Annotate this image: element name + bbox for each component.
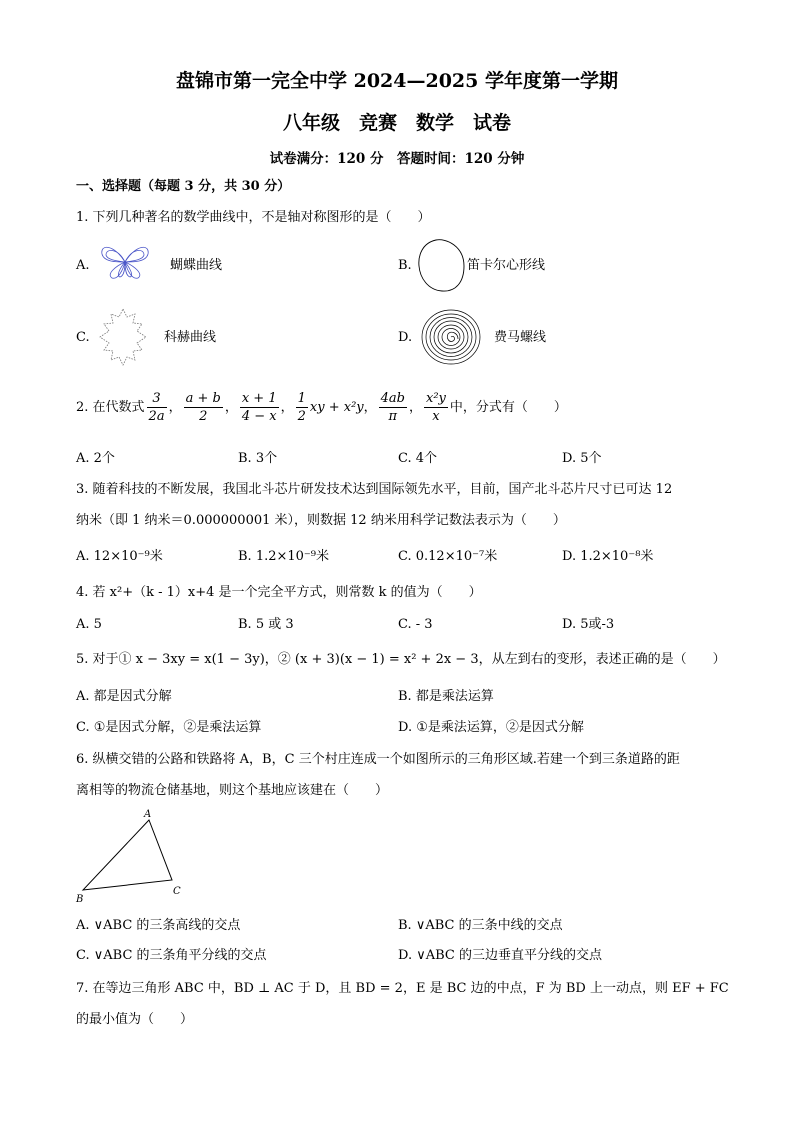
q7-line-2: 的最小值为（ ） [76, 1012, 194, 1027]
fraction-1 [147, 390, 167, 425]
q5-option-a: A. 都是因式分解 [76, 689, 172, 704]
q1-option-a-label: 蝴蝶曲线 [170, 258, 223, 273]
q1-option-a-letter: A. [76, 258, 90, 273]
fraction-4-num: 1 [297, 391, 306, 406]
q3-line-1: 3. 随着科技的不断发展，我国北斗芯片研发技术达到国际领先水平，目前，国产北斗芯片尺寸已可达 12 [76, 482, 673, 497]
fraction-3-num: x + 1 [241, 391, 277, 406]
q4-option-d: D. 5或-3 [562, 617, 615, 632]
fraction-1-den: 2a [148, 409, 165, 424]
q4-stem: 4. 若 x²+（k - 1）x+4 是一个完全平方式，则常数 k 的值为（ ） [76, 585, 482, 600]
fraction-2 [184, 390, 223, 425]
q2-option-c: C. 4个 [398, 451, 438, 466]
q3-line-2: 纳米（即 1 纳米＝0.000000001 米），则数据 12 纳米用科学记数法表示为（ ） [76, 513, 566, 528]
q1-option-c-label: 科赫曲线 [164, 330, 217, 345]
q2-stem: 2. 在代数式 $\frac{3}{2a}$ ， $\frac{a + b}{2}$ ， $\frac{x + 1}{4 - x}$ ， $\frac{1}{2}$ xy + x²y， $\frac{4ab}{\pi}$ ， $\frac{\text{x²y}}{x}$ 中，分式有（ ） [76, 391, 567, 424]
fraction-5-num: 4ab [380, 391, 405, 406]
q6-line-1: 6. 纵横交错的公路和铁路将 A，B，C 三个村庄连成一个如图所示的三角形区域.若建一个到三条道路的距 [76, 752, 680, 767]
q6-option-d: D. ∨ABC 的三边垂直平分线的交点 [398, 948, 603, 963]
q1-option-b-label: 笛卡尔心形线 [467, 258, 546, 273]
fraction-6 [424, 390, 448, 425]
page-subtitle: 八年级 竞赛 数学 试卷 [282, 112, 511, 134]
q1-option-c-letter: C. [76, 330, 90, 345]
cardioid-figure [416, 236, 470, 294]
q1-option-d-label: 费马螺线 [494, 330, 547, 345]
q2-prefix: 2. 在代数式 [76, 400, 145, 415]
q4-option-b: B. 5 或 3 [238, 617, 294, 632]
q6-option-b: B. ∨ABC 的三条中线的交点 [398, 918, 563, 933]
vertex-c-label: C [173, 886, 181, 897]
q2-suffix: 中，分式有（ ） [449, 400, 567, 415]
fraction-3-den: 4 − x [241, 409, 277, 424]
fraction-4 [296, 390, 308, 425]
q3-option-c: C. 0.12×10⁻⁷米 [398, 549, 498, 564]
q1-option-d-letter: D. [398, 330, 413, 345]
fraction-6-num: x²y [426, 391, 446, 406]
q2-option-a: A. 2个 [76, 451, 115, 466]
fraction-3 [240, 390, 279, 425]
q4-option-a: A. 5 [76, 617, 102, 632]
q1-stem: 1. 下列几种著名的数学曲线中，不是轴对称图形的是（ ） [76, 210, 431, 225]
q3-option-b: B. 1.2×10⁻⁹米 [238, 549, 330, 564]
fermat-spiral-figure [420, 308, 482, 366]
butterfly-curve-figure [96, 240, 154, 282]
q6-option-a: A. ∨ABC 的三条高线的交点 [76, 918, 241, 933]
term-4: xy + x²y [309, 400, 364, 415]
q5-stem: 5. 对于① x − 3xy = x(1 − 3y)，② (x + 3)(x − 1) = x² + 2x − 3，从左到右的变形，表述正确的是（ ） [76, 652, 726, 667]
page-title: 盘锦市第一完全中学 2024—2025 学年度第一学期 [176, 70, 618, 92]
fraction-5-den: π [388, 409, 398, 424]
triangle-abc-figure [72, 806, 192, 906]
q2-option-d: D. 5个 [562, 451, 602, 466]
fraction-2-den: 2 [199, 409, 208, 424]
vertex-b-label: B [76, 894, 84, 905]
fraction-5 [379, 390, 407, 425]
q5-option-b: B. 都是乘法运算 [398, 689, 494, 704]
q5-option-c: C. ①是因式分解，②是乘法运算 [76, 720, 262, 735]
q6-option-c: C. ∨ABC 的三条角平分线的交点 [76, 948, 267, 963]
fraction-6-den: x [432, 409, 440, 424]
exam-info: 试卷满分：120 分 答题时间：120 分钟 [269, 151, 525, 167]
fraction-2-num: a + b [185, 391, 221, 406]
q4-option-c: C. - 3 [398, 617, 433, 632]
fraction-4-den: 2 [297, 409, 306, 424]
fraction-1-num: 3 [147, 390, 167, 408]
q1-option-b-letter: B. [398, 258, 412, 273]
q3-option-d: D. 1.2×10⁻⁸米 [562, 549, 654, 564]
section-heading: 一、选择题（每题 3 分，共 30 分） [76, 179, 291, 194]
q2-option-b: B. 3个 [238, 451, 278, 466]
q3-option-a: A. 12×10⁻⁹米 [76, 549, 163, 564]
koch-curve-figure [92, 306, 154, 368]
q6-line-2: 离相等的物流仓储基地，则这个基地应该建在（ ） [76, 783, 389, 798]
vertex-a-label: A [144, 809, 152, 820]
q7-line-1: 7. 在等边三角形 ABC 中，BD ⊥ AC 于 D，且 BD = 2，E 是 BC 边的中点，F 为 BD 上一动点，则 EF + FC [76, 981, 729, 996]
q5-option-d: D. ①是乘法运算，②是因式分解 [398, 720, 584, 735]
